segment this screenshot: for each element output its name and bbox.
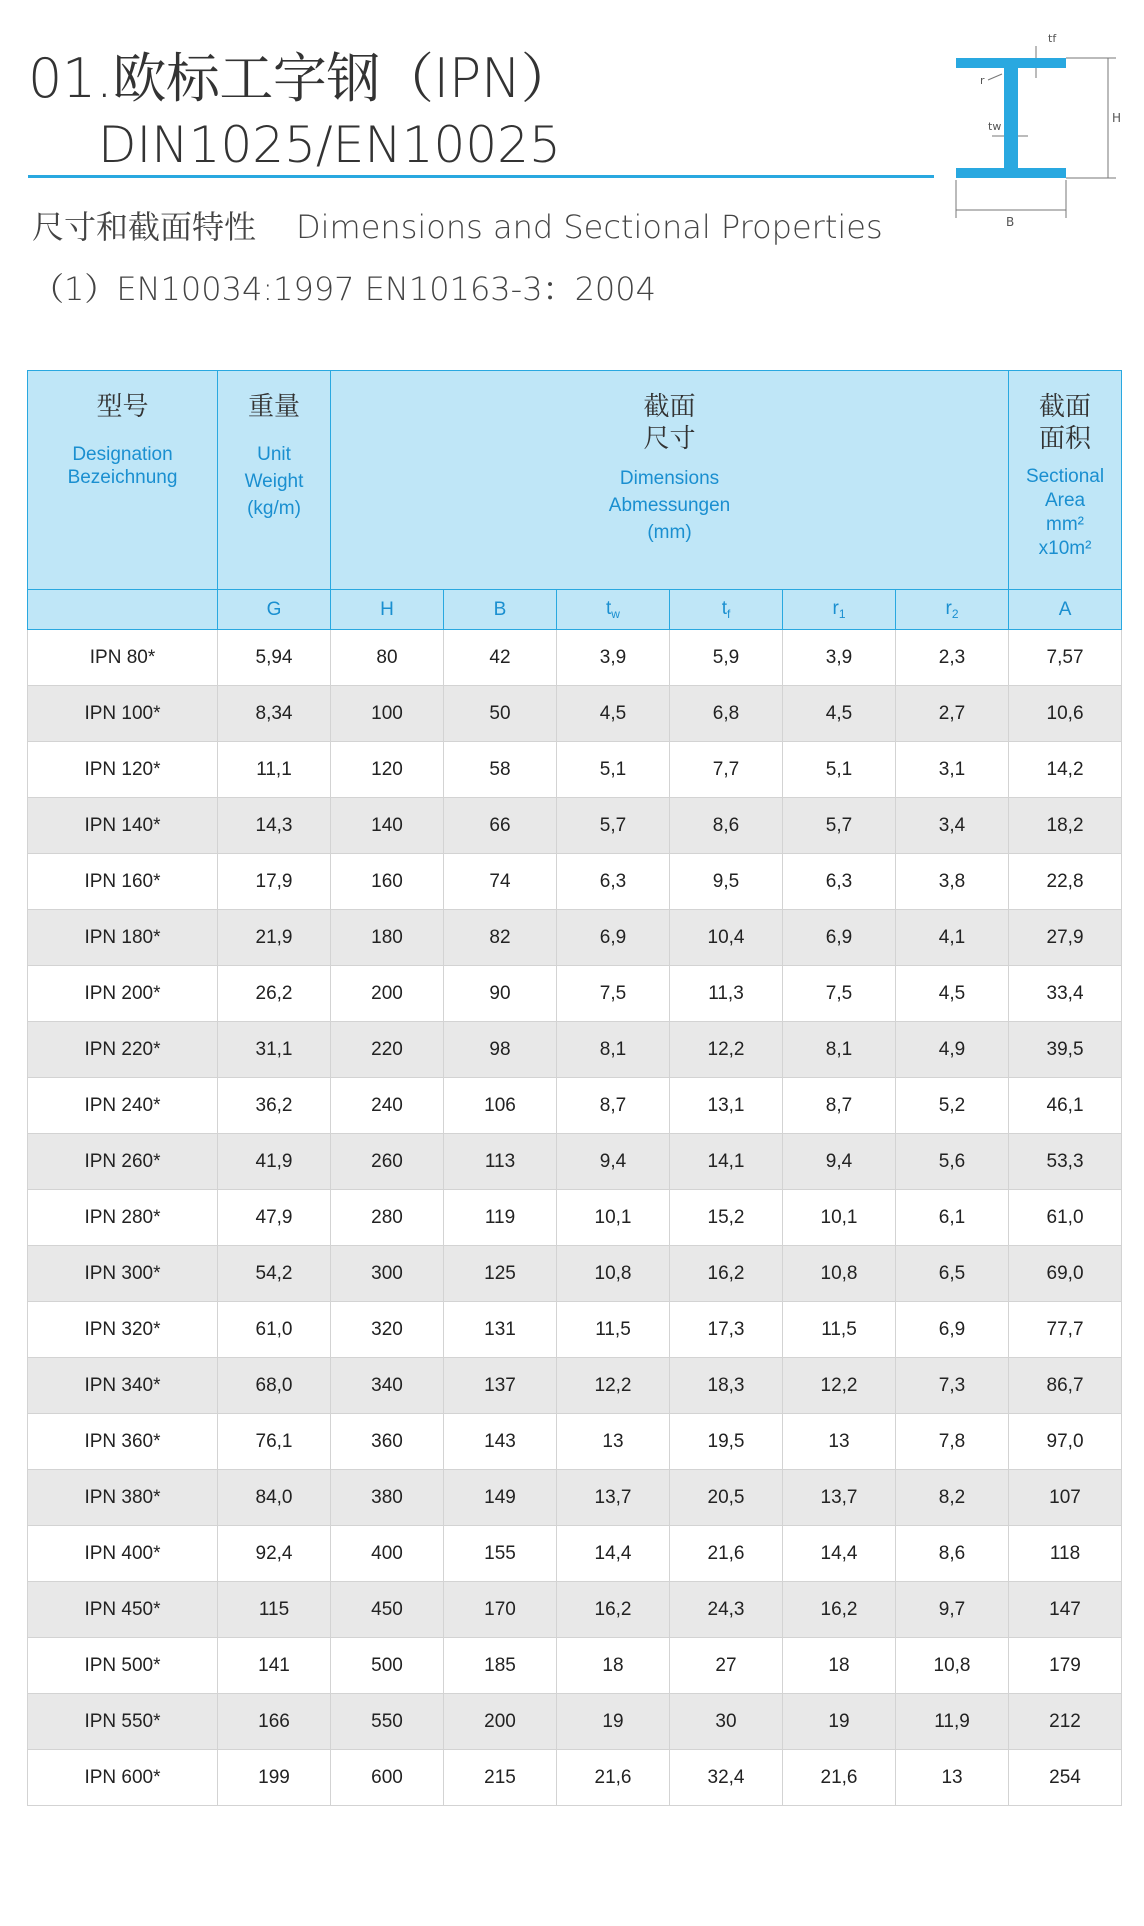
cell-area-a: 33,4 — [1009, 966, 1122, 1022]
cell-r2: 3,1 — [896, 742, 1009, 798]
header-symbol-blank — [28, 590, 218, 630]
cell-area-a: 18,2 — [1009, 798, 1122, 854]
table-row — [28, 910, 1122, 966]
cell-r2: 7,8 — [896, 1414, 1009, 1470]
cell-tf: 8,6 — [670, 798, 783, 854]
cell-r2: 13 — [896, 1750, 1009, 1806]
cell-tf: 32,4 — [670, 1750, 783, 1806]
cell-area-a: 27,9 — [1009, 910, 1122, 966]
cell-area-a: 39,5 — [1009, 1022, 1122, 1078]
cell-r2: 8,2 — [896, 1470, 1009, 1526]
cell-h: 140 — [331, 798, 444, 854]
cell-tf: 24,3 — [670, 1582, 783, 1638]
cell-b: 74 — [444, 854, 557, 910]
cell-h: 340 — [331, 1358, 444, 1414]
cell-tw: 8,7 — [557, 1078, 670, 1134]
cell-tw: 6,3 — [557, 854, 670, 910]
table-row — [28, 1582, 1122, 1638]
table-row — [28, 1526, 1122, 1582]
cell-tw: 21,6 — [557, 1750, 670, 1806]
cell-h: 220 — [331, 1022, 444, 1078]
cell-tw: 10,1 — [557, 1190, 670, 1246]
cell-tf: 5,9 — [670, 630, 783, 686]
dimensions-table — [27, 370, 1122, 1806]
cell-weight-g: 36,2 — [218, 1078, 331, 1134]
cell-r2: 9,7 — [896, 1582, 1009, 1638]
cell-h: 300 — [331, 1246, 444, 1302]
cell-h: 280 — [331, 1190, 444, 1246]
cell-b: 113 — [444, 1134, 557, 1190]
header-symbol-tf: $t_f$ — [670, 590, 783, 630]
cell-b: 131 — [444, 1302, 557, 1358]
cell-r2: 3,4 — [896, 798, 1009, 854]
cell-weight-g: 21,9 — [218, 910, 331, 966]
diagram-label-h: H — [1112, 111, 1122, 125]
cell-r2: 5,2 — [896, 1078, 1009, 1134]
table-row — [28, 1470, 1122, 1526]
cell-weight-g: 92,4 — [218, 1526, 331, 1582]
cell-weight-g: 166 — [218, 1694, 331, 1750]
cell-area-a: 147 — [1009, 1582, 1122, 1638]
standards-reference: （1）EN10034:1997 EN10163-3：2004 — [32, 270, 657, 308]
i-beam-shape — [956, 58, 1066, 178]
cell-tf: 21,6 — [670, 1526, 783, 1582]
cell-designation: IPN 80* — [28, 630, 218, 686]
cell-area-a: 212 — [1009, 1694, 1122, 1750]
cell-tw: 5,1 — [557, 742, 670, 798]
cell-h: 550 — [331, 1694, 444, 1750]
cell-weight-g: 141 — [218, 1638, 331, 1694]
cell-b: 98 — [444, 1022, 557, 1078]
cell-designation: IPN 280* — [28, 1190, 218, 1246]
i-beam-diagram — [948, 28, 1128, 228]
cell-b: 125 — [444, 1246, 557, 1302]
cell-h: 180 — [331, 910, 444, 966]
table-row — [28, 630, 1122, 686]
cell-area-a: 254 — [1009, 1750, 1122, 1806]
cell-h: 120 — [331, 742, 444, 798]
cell-b: 185 — [444, 1638, 557, 1694]
table-row — [28, 742, 1122, 798]
cell-weight-g: 11,1 — [218, 742, 331, 798]
cell-tw: 13,7 — [557, 1470, 670, 1526]
table-row — [28, 1750, 1122, 1806]
table-row — [28, 1134, 1122, 1190]
cell-r1: 4,5 — [783, 686, 896, 742]
cell-designation: IPN 340* — [28, 1358, 218, 1414]
cell-weight-g: 41,9 — [218, 1134, 331, 1190]
table-row — [28, 1358, 1122, 1414]
cell-b: 170 — [444, 1582, 557, 1638]
cell-designation: IPN 100* — [28, 686, 218, 742]
diagram-label-b: B — [1006, 215, 1015, 228]
cell-tf: 6,8 — [670, 686, 783, 742]
header-dimensions: 截面 尺寸 Dimensions Abmessungen (mm) — [331, 371, 1009, 590]
cell-weight-g: 84,0 — [218, 1470, 331, 1526]
cell-designation: IPN 200* — [28, 966, 218, 1022]
cell-tf: 13,1 — [670, 1078, 783, 1134]
cell-tf: 12,2 — [670, 1022, 783, 1078]
cell-tw: 3,9 — [557, 630, 670, 686]
cell-b: 155 — [444, 1526, 557, 1582]
cell-weight-g: 115 — [218, 1582, 331, 1638]
header-symbol-h: H — [331, 590, 444, 630]
cell-designation: IPN 500* — [28, 1638, 218, 1694]
cell-b: 119 — [444, 1190, 557, 1246]
header-symbol-g: G — [218, 590, 331, 630]
cell-tw: 16,2 — [557, 1582, 670, 1638]
cell-r2: 5,6 — [896, 1134, 1009, 1190]
cell-b: 66 — [444, 798, 557, 854]
cell-r1: 10,1 — [783, 1190, 896, 1246]
cell-weight-g: 68,0 — [218, 1358, 331, 1414]
cell-h: 450 — [331, 1582, 444, 1638]
section-heading-en: Dimensions and Sectional Properties — [296, 208, 883, 246]
header-area: 截面 面积 Sectional Area mm² x10m² — [1009, 371, 1122, 590]
cell-r1: 18 — [783, 1638, 896, 1694]
cell-h: 360 — [331, 1414, 444, 1470]
cell-tw: 18 — [557, 1638, 670, 1694]
cell-h: 500 — [331, 1638, 444, 1694]
cell-area-a: 10,6 — [1009, 686, 1122, 742]
cell-b: 149 — [444, 1470, 557, 1526]
cell-tf: 17,3 — [670, 1302, 783, 1358]
table-row — [28, 1078, 1122, 1134]
cell-h: 240 — [331, 1078, 444, 1134]
cell-area-a: 22,8 — [1009, 854, 1122, 910]
cell-r2: 2,3 — [896, 630, 1009, 686]
table-row — [28, 854, 1122, 910]
header-symbol-r2: $r_2$ — [896, 590, 1009, 630]
cell-b: 143 — [444, 1414, 557, 1470]
cell-designation: IPN 160* — [28, 854, 218, 910]
cell-r1: 12,2 — [783, 1358, 896, 1414]
cell-tf: 27 — [670, 1638, 783, 1694]
cell-h: 200 — [331, 966, 444, 1022]
cell-r2: 11,9 — [896, 1694, 1009, 1750]
cell-designation: IPN 240* — [28, 1078, 218, 1134]
header-symbol-b: B — [444, 590, 557, 630]
cell-weight-g: 199 — [218, 1750, 331, 1806]
cell-tw: 7,5 — [557, 966, 670, 1022]
cell-area-a: 14,2 — [1009, 742, 1122, 798]
cell-r1: 3,9 — [783, 630, 896, 686]
cell-r2: 7,3 — [896, 1358, 1009, 1414]
diagram-label-tf: tf — [1048, 32, 1057, 45]
cell-weight-g: 8,34 — [218, 686, 331, 742]
cell-h: 380 — [331, 1470, 444, 1526]
table-row — [28, 966, 1122, 1022]
section-heading — [32, 202, 883, 248]
cell-weight-g: 17,9 — [218, 854, 331, 910]
cell-tf: 20,5 — [670, 1470, 783, 1526]
cell-r2: 3,8 — [896, 854, 1009, 910]
cell-designation: IPN 400* — [28, 1526, 218, 1582]
cell-b: 200 — [444, 1694, 557, 1750]
cell-area-a: 77,7 — [1009, 1302, 1122, 1358]
cell-tf: 7,7 — [670, 742, 783, 798]
cell-area-a: 53,3 — [1009, 1134, 1122, 1190]
table-row — [28, 1246, 1122, 1302]
cell-r2: 6,9 — [896, 1302, 1009, 1358]
cell-tf: 10,4 — [670, 910, 783, 966]
cell-weight-g: 5,94 — [218, 630, 331, 686]
cell-r2: 10,8 — [896, 1638, 1009, 1694]
cell-r1: 21,6 — [783, 1750, 896, 1806]
cell-tf: 30 — [670, 1694, 783, 1750]
header-designation: 型号 Designation Bezeichnung — [28, 371, 218, 590]
cell-weight-g: 61,0 — [218, 1302, 331, 1358]
cell-weight-g: 14,3 — [218, 798, 331, 854]
cell-designation: IPN 450* — [28, 1582, 218, 1638]
diagram-label-tw: tw — [988, 120, 1002, 133]
cell-b: 106 — [444, 1078, 557, 1134]
cell-tf: 19,5 — [670, 1414, 783, 1470]
cell-weight-g: 31,1 — [218, 1022, 331, 1078]
cell-area-a: 179 — [1009, 1638, 1122, 1694]
cell-b: 90 — [444, 966, 557, 1022]
cell-r2: 4,5 — [896, 966, 1009, 1022]
cell-r1: 6,9 — [783, 910, 896, 966]
cell-designation: IPN 140* — [28, 798, 218, 854]
cell-tw: 5,7 — [557, 798, 670, 854]
cell-r1: 6,3 — [783, 854, 896, 910]
header-weight: 重量 Unit Weight (kg/m) — [218, 371, 331, 590]
table-row — [28, 686, 1122, 742]
cell-tw: 12,2 — [557, 1358, 670, 1414]
cell-tw: 13 — [557, 1414, 670, 1470]
cell-r1: 8,1 — [783, 1022, 896, 1078]
cell-h: 320 — [331, 1302, 444, 1358]
cell-area-a: 61,0 — [1009, 1190, 1122, 1246]
table-row — [28, 1022, 1122, 1078]
cell-area-a: 7,57 — [1009, 630, 1122, 686]
cell-area-a: 86,7 — [1009, 1358, 1122, 1414]
cell-r1: 8,7 — [783, 1078, 896, 1134]
cell-h: 400 — [331, 1526, 444, 1582]
table-row — [28, 1190, 1122, 1246]
cell-tw: 4,5 — [557, 686, 670, 742]
cell-designation: IPN 260* — [28, 1134, 218, 1190]
table-row — [28, 1414, 1122, 1470]
cell-b: 50 — [444, 686, 557, 742]
cell-h: 600 — [331, 1750, 444, 1806]
cell-designation: IPN 180* — [28, 910, 218, 966]
cell-r2: 6,5 — [896, 1246, 1009, 1302]
cell-tf: 16,2 — [670, 1246, 783, 1302]
cell-designation: IPN 380* — [28, 1470, 218, 1526]
table-row — [28, 1638, 1122, 1694]
cell-weight-g: 26,2 — [218, 966, 331, 1022]
cell-r1: 13,7 — [783, 1470, 896, 1526]
cell-b: 82 — [444, 910, 557, 966]
cell-tf: 18,3 — [670, 1358, 783, 1414]
cell-r1: 11,5 — [783, 1302, 896, 1358]
cell-area-a: 118 — [1009, 1526, 1122, 1582]
cell-area-a: 97,0 — [1009, 1414, 1122, 1470]
cell-weight-g: 47,9 — [218, 1190, 331, 1246]
cell-r1: 14,4 — [783, 1526, 896, 1582]
cell-area-a: 69,0 — [1009, 1246, 1122, 1302]
cell-tw: 6,9 — [557, 910, 670, 966]
cell-b: 137 — [444, 1358, 557, 1414]
cell-designation: IPN 360* — [28, 1414, 218, 1470]
cell-tf: 14,1 — [670, 1134, 783, 1190]
cell-r2: 4,1 — [896, 910, 1009, 966]
cell-b: 215 — [444, 1750, 557, 1806]
section-heading-cn: 尺寸和截面特性 — [32, 208, 257, 246]
cell-r1: 5,1 — [783, 742, 896, 798]
table-row — [28, 1302, 1122, 1358]
table-row — [28, 798, 1122, 854]
cell-designation: IPN 300* — [28, 1246, 218, 1302]
cell-weight-g: 54,2 — [218, 1246, 331, 1302]
cell-tf: 15,2 — [670, 1190, 783, 1246]
cell-b: 58 — [444, 742, 557, 798]
cell-h: 160 — [331, 854, 444, 910]
cell-designation: IPN 550* — [28, 1694, 218, 1750]
cell-r1: 9,4 — [783, 1134, 896, 1190]
table-row — [28, 1694, 1122, 1750]
cell-tw: 10,8 — [557, 1246, 670, 1302]
cell-weight-g: 76,1 — [218, 1414, 331, 1470]
cell-r2: 6,1 — [896, 1190, 1009, 1246]
title-divider — [28, 175, 934, 178]
diagram-label-r: r — [980, 74, 985, 87]
cell-h: 100 — [331, 686, 444, 742]
cell-tw: 14,4 — [557, 1526, 670, 1582]
cell-tw: 19 — [557, 1694, 670, 1750]
cell-designation: IPN 120* — [28, 742, 218, 798]
cell-r2: 8,6 — [896, 1526, 1009, 1582]
cell-designation: IPN 320* — [28, 1302, 218, 1358]
cell-tw: 8,1 — [557, 1022, 670, 1078]
cell-tf: 9,5 — [670, 854, 783, 910]
cell-r1: 7,5 — [783, 966, 896, 1022]
header-symbol-r1: $r_1$ — [783, 590, 896, 630]
cell-r1: 13 — [783, 1414, 896, 1470]
cell-r1: 10,8 — [783, 1246, 896, 1302]
cell-tf: 11,3 — [670, 966, 783, 1022]
cell-designation: IPN 600* — [28, 1750, 218, 1806]
cell-r1: 19 — [783, 1694, 896, 1750]
cell-r1: 5,7 — [783, 798, 896, 854]
cell-r2: 4,9 — [896, 1022, 1009, 1078]
cell-area-a: 46,1 — [1009, 1078, 1122, 1134]
header-symbol-a: A — [1009, 590, 1122, 630]
cell-area-a: 107 — [1009, 1470, 1122, 1526]
cell-h: 80 — [331, 630, 444, 686]
header-symbol-tw: $t_w$ — [557, 590, 670, 630]
cell-tw: 9,4 — [557, 1134, 670, 1190]
cell-designation: IPN 220* — [28, 1022, 218, 1078]
page-subtitle-standard: DIN1025/EN10025 — [98, 116, 561, 174]
cell-b: 42 — [444, 630, 557, 686]
cell-r1: 16,2 — [783, 1582, 896, 1638]
cell-tw: 11,5 — [557, 1302, 670, 1358]
cell-r2: 2,7 — [896, 686, 1009, 742]
page-title: 01.欧标工字钢（IPN） — [28, 47, 575, 110]
cell-h: 260 — [331, 1134, 444, 1190]
